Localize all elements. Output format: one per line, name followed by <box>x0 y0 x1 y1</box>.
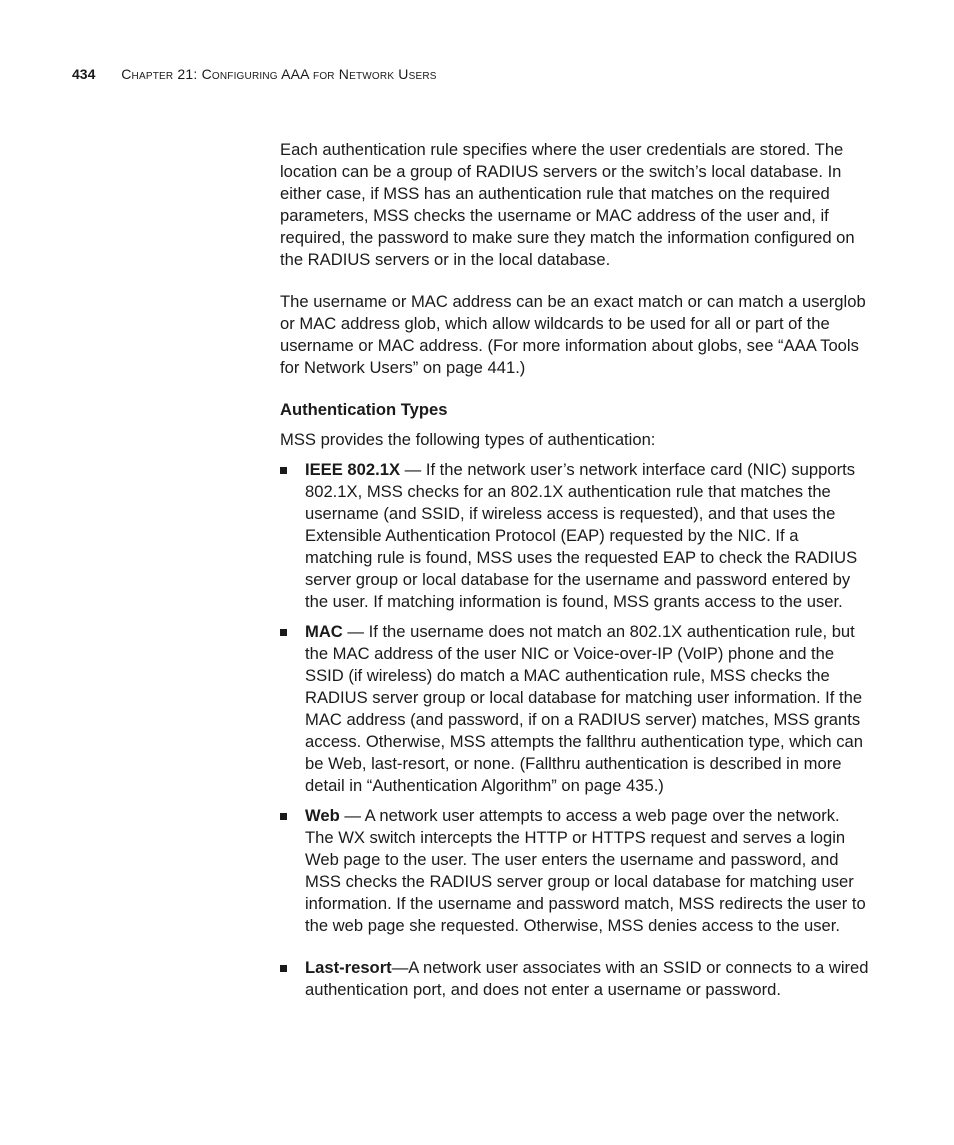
section-heading: Authentication Types <box>280 400 448 419</box>
item-term: Web <box>305 806 340 825</box>
page-number: 434 <box>72 66 96 82</box>
item-description: — If the network user’s network interface card (NIC) supports 802.1X, MSS checks for an 802.1X authentication rule that matches the username (and SSID, if wireless access is requested), and that uses the Extensible Authentication Protocol (EAP) requested by the NIC. If a matching rule is found, MSS uses the requested EAP to check the RADIUS server group or local database for the username and password entered by the user. If matching information is found, MSS grants access to the user. <box>305 460 858 611</box>
body-content <box>280 139 870 1009</box>
authentication-types-list <box>280 459 870 1001</box>
square-bullet-icon <box>280 965 287 972</box>
square-bullet-icon <box>280 467 287 474</box>
square-bullet-icon <box>280 813 287 820</box>
list-item-mac <box>280 621 870 797</box>
item-term: Last-resort <box>305 958 392 977</box>
paragraph-globs: The username or MAC address can be an exact match or can match a userglob or MAC address glob, which allow wildcards to be used for all or part of the username or MAC address. (For more information about globs, see “AAA Tools for Network Users” on page 441.) <box>280 292 866 377</box>
list-item-ieee-8021x <box>280 459 870 613</box>
running-header <box>72 66 437 82</box>
paragraph-credentials: Each authentication rule specifies where the user credentials are stored. The location can be a group of RADIUS servers or the switch’s local database. In either case, if MSS has an authentication rule that matches on the required parameters, MSS checks the username or MAC address of the user and, if required, the password to make sure they match the information configured on the RADIUS servers or in the local database. <box>280 140 855 269</box>
chapter-title: Chapter 21: Configuring AAA for Network Users <box>121 66 437 82</box>
square-bullet-icon <box>280 629 287 636</box>
item-term: IEEE 802.1X <box>305 460 401 479</box>
item-term: MAC <box>305 622 343 641</box>
list-item-web <box>280 805 870 937</box>
section-intro: MSS provides the following types of authentication: <box>280 430 656 449</box>
list-item-last-resort <box>280 957 870 1001</box>
item-description: — A network user attempts to access a web page over the network. The WX switch intercepts the HTTP or HTTPS request and serves a login Web page to the user. The user enters the username and password, and MSS checks the RADIUS server group or local database for matching user information. If the username and password match, MSS redirects the user to the web page she requested. Otherwise, MSS denies access to the user. <box>305 806 866 935</box>
item-description: — If the username does not match an 802.1X authentication rule, but the MAC address of the user NIC or Voice-over-IP (VoIP) phone and the SSID (if wireless) do match a MAC authentication rule, MSS checks the RADIUS server group or local database for matching user information. If the MAC address (and password, if on a RADIUS server) matches, MSS grants access. Otherwise, MSS attempts the fallthru authentication type, which can be Web, last-resort, or none. (Fallthru authentication is described in more detail in “Authentication Algorithm” on page 435.) <box>305 622 864 795</box>
item-description: —A network user associates with an SSID or connects to a wired authentication port, and does not enter a username or password. <box>305 958 869 999</box>
